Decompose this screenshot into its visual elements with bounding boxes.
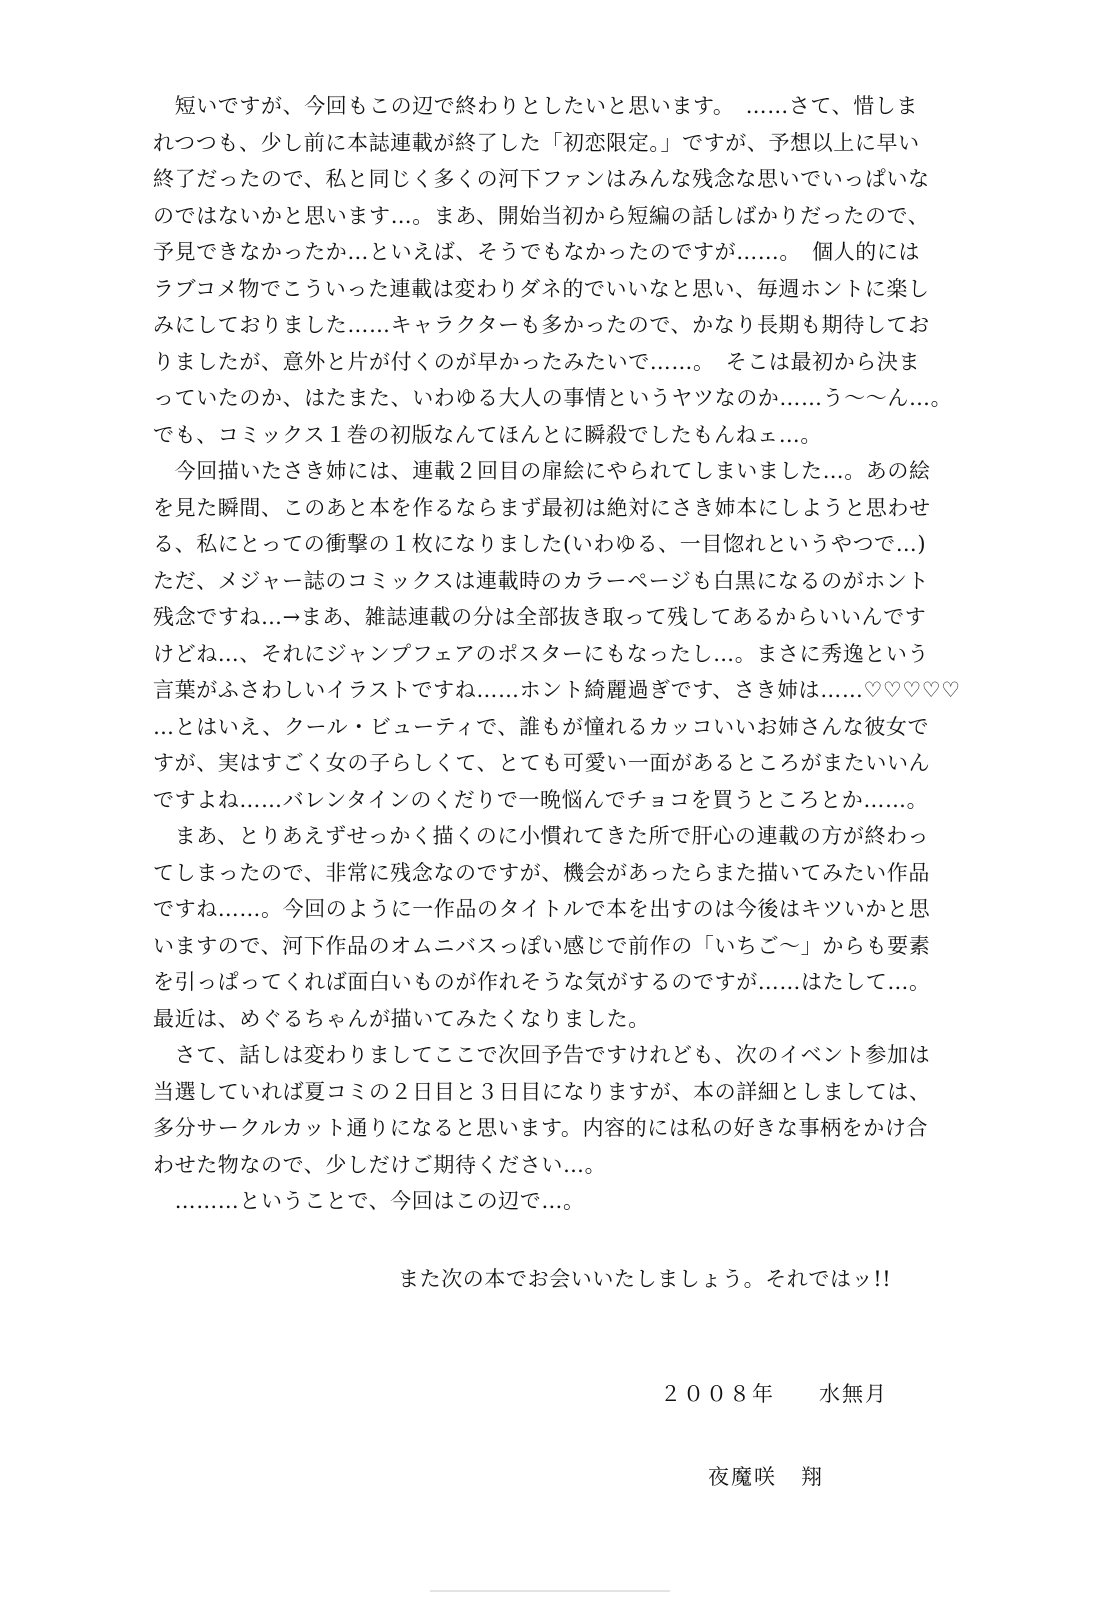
afterword-line-9: っていたのか、はたまた、いわゆる大人の事情というヤツなのか……う〜〜ん…。 bbox=[153, 386, 953, 410]
author-signature bbox=[708, 1461, 824, 1491]
afterword-line-1: 短いですが、今回もこの辺で終わりとしたいと思います。 ……さて、惜しま bbox=[153, 94, 918, 118]
afterword-line-4: のではないかと思います…。まあ、開始当初から短編の話しばかりだったので、 bbox=[153, 203, 930, 228]
closing-line: また次の本でお会いいたしましょう。それではッ!! bbox=[398, 1267, 892, 1291]
author-surname: 夜魔咲 bbox=[708, 1465, 777, 1489]
afterword-line-23: ですね……。今回のように一作品のタイトルで本を出すのは今後はキツいかと思 bbox=[153, 897, 931, 921]
afterword-line-18: …とはいえ、クール・ビューティで、誰もが憧れるカッコいいお姉さんな彼女で bbox=[153, 714, 930, 739]
date-year: ２００８年 bbox=[660, 1382, 775, 1406]
afterword-line-24: いますので、河下作品のオムニバスっぽい感じで前作の「いちご〜」からも要素 bbox=[153, 933, 931, 958]
afterword-line-6: ラブコメ物でこういった連載は変わりダネ的でいいなと思い、毎週ホントに楽し bbox=[153, 276, 930, 301]
scan-artifact bbox=[430, 1590, 670, 1592]
afterword-line-29: 多分サークルカット通りになると思います。内容的には私の好きな事柄をかけ合 bbox=[153, 1116, 929, 1140]
afterword-line-21: まあ、とりあえずせっかく描くのに小慣れてきた所で肝心の連載の方が終わっ bbox=[153, 824, 930, 848]
afterword-line-2: れつつも、少し前に本誌連載が終了した「初恋限定。」ですが、予想以上に早い bbox=[153, 130, 920, 155]
afterword-line-16: けどね…、それにジャンプフェアのポスターにもなったし…。まさに秀逸という bbox=[153, 641, 930, 666]
afterword-line-12: を見た瞬間、このあと本を作るならまず最初は絶対にさき姉本にしようと思わせ bbox=[153, 495, 931, 520]
afterword-line-25: を引っぱってくれば面白いものが作れそうな気がするのですが……はたして…。 bbox=[153, 970, 931, 994]
afterword-line-31: ………ということで、今回はこの辺で…。 bbox=[153, 1189, 585, 1213]
afterword-line-30: わせた物なので、少しだけご期待ください…。 bbox=[153, 1152, 607, 1177]
afterword-line-20: ですよね……バレンタインのくだりで一晩悩んでチョコを買うところとか……。 bbox=[153, 787, 929, 812]
date-line bbox=[660, 1378, 888, 1408]
afterword-line-14: ただ、メジャー誌のコミックスは連載時のカラーページも白黒になるのがホント bbox=[153, 568, 930, 593]
afterword-line-28: 当選していれば夏コミの２日目と３日目になりますが、本の詳細としましては、 bbox=[153, 1079, 931, 1104]
afterword-line-22: てしまったので、非常に残念なのですが、機会があったらまた描いてみたい作品 bbox=[153, 860, 930, 885]
afterword-line-15: 残念ですね…→まあ、雑誌連載の分は全部抜き取って残してあるからいいんです bbox=[153, 605, 927, 629]
afterword-line-3: 終了だったので、私と同じく多くの河下ファンはみんな残念な思いでいっぱいな bbox=[153, 167, 930, 191]
afterword-body bbox=[153, 88, 983, 1220]
afterword-line-7: みにしておりました……キャラクターも多かったので、かなり長期も期待してお bbox=[153, 313, 930, 337]
afterword-line-27: さて、話しは変わりましてここで次回予告ですけれども、次のイベント参加は bbox=[153, 1043, 931, 1067]
afterword-line-13: る、私にとっての衝撃の１枚になりました(いわゆる、一目惚れというやつで…) bbox=[153, 532, 927, 556]
author-given-name: 翔 bbox=[801, 1465, 824, 1489]
afterword-line-26: 最近は、めぐるちゃんが描いてみたくなりました。 bbox=[153, 1006, 650, 1031]
afterword-line-19: すが、実はすごく女の子らしくて、とても可愛い一面があるところがまたいいん bbox=[153, 751, 931, 775]
date-month: 水無月 bbox=[819, 1382, 888, 1406]
afterword-line-5: 予見できなかったか…といえば、そうでもなかったのですが……。 個人的には bbox=[153, 240, 921, 264]
afterword-line-10: でも、コミックス１巻の初版なんてほんとに瞬殺でしたもんねェ…。 bbox=[153, 422, 822, 447]
afterword-line-11: 今回描いたさき姉には、連載２回目の扉絵にやられてしまいました…。あの絵 bbox=[153, 459, 931, 483]
afterword-line-8: りましたが、意外と片が付くのが早かったみたいで……。 そこは最初から決ま bbox=[153, 349, 921, 374]
afterword-line-17: 言葉がふさわしいイラストですね……ホント綺麗過ぎです、さき姉は……♡♡♡♡♡ bbox=[153, 678, 961, 702]
